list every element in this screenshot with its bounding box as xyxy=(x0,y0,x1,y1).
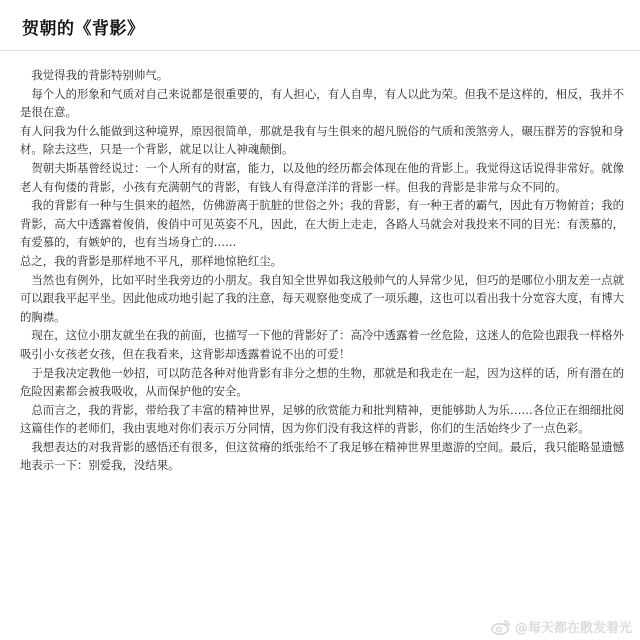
paragraph: 每个人的形象和气质对自己来说都是很重要的，有人担心，有人自卑，有人以此为荣。但我不是这样的，相反，我并不是很在意。 xyxy=(20,86,624,120)
article-body xyxy=(20,66,624,475)
page-title: 贺朝的《背影》 xyxy=(22,19,145,39)
title-divider xyxy=(0,50,640,51)
weibo-icon xyxy=(491,619,511,635)
paragraph: 总而言之，我的背影，带给我了丰富的精神世界，足够的欣赏能力和批判精神，更能够助人为乐……各位正在细细批阅这篇佳作的老师们，我由衷地对你们表示万分同情，因为你们没有我这样的背影，你们的生活始终少了一点色彩。 xyxy=(20,402,624,436)
watermark xyxy=(491,617,632,636)
paragraph: 当然也有例外，比如平时坐我旁边的小朋友。我自知全世界如我这般帅气的人异常少见，但巧的是哪位小朋友差一点就可以跟我平起平坐。因此他成功地引起了我的注意，每天观察他变成了一项乐趣，这也可以看出我十分宽容大度，有博大的胸襟。 xyxy=(20,272,624,324)
paragraph: 现在，这位小朋友就坐在我的前面，也描写一下他的背影好了：高冷中透露着一丝危险，这迷人的危险也跟我一样格外吸引小女孩老女孩，但在我看来，这背影却透露着说不出的可爱！ xyxy=(20,328,624,361)
paragraph: 贺朝夫斯基曾经说过：一个人所有的财富，能力，以及他的经历都会体现在他的背影上。我觉得这话说得非常好。就像老人有佝偻的背影，小孩有充满朝气的背影，有钱人有得意洋洋的背影一样。但我的背影是非常与众不同的。 xyxy=(20,160,624,194)
watermark-text: @每天都在散发着光 xyxy=(514,621,632,636)
paragraph: 有人问我为什么能做到这种境界，原因很简单，那就是我有与生俱来的超凡脱俗的气质和羡煞旁人，碾压群芳的容貌和身材。除去这些，只是一个背影，就足以让人神魂颠倒。 xyxy=(20,123,624,157)
paragraph: 于是我决定教他一妙招，可以防范各种对他背影有非分之想的生物，那就是和我走在一起，因为这样的话，所有潜在的危险因素都会被我吸收，从而保护他的安全。 xyxy=(20,365,624,399)
paragraph: 我觉得我的背影特别帅气。 xyxy=(20,68,169,82)
paragraph: 我想表达的对我背影的感悟还有很多，但这贫瘠的纸张给不了我足够在精神世界里遨游的空间。最后，我只能略显遗憾地表示一下：别爱我，没结果。 xyxy=(20,439,624,473)
paragraph: 我的背影有一种与生俱来的超然，仿佛游离于肮脏的世俗之外；我的背影，有一种王者的霸气，因此有万物俯首；我的背影，高大中透露着俊俏，俊俏中可见英姿不凡，因此，在大街上走走，各路人马就会对我投来不同的目光：有羡慕的，有爱慕的，有嫉妒的，也有当场身亡的…… xyxy=(20,198,624,250)
paragraph: 总之，我的背影是那样地不平凡，那样地惊艳红尘。 xyxy=(20,253,282,268)
